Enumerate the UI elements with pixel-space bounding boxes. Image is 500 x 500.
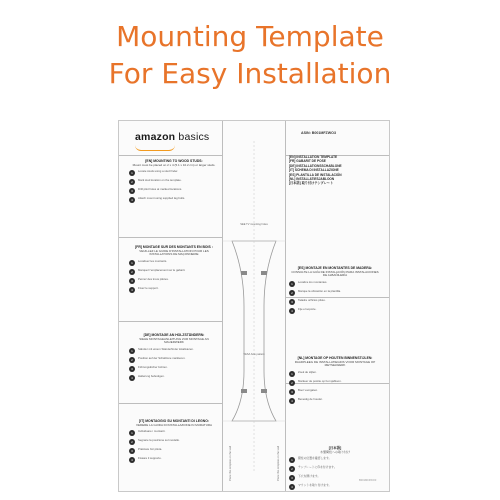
instruction-step [289,308,381,314]
product-code: ASIN: B001MFZWO3 [301,131,336,135]
section-title: [FR] MONTAGE SUR DES MONTANTS EN BOIS : [135,245,213,249]
instruction-step [289,457,381,463]
bracket-outline-icon [222,121,286,492]
instruction-step [289,371,381,377]
instruction-section [129,159,219,241]
instruction-step [289,389,381,395]
step-number-badge: 4 [129,197,135,203]
instruction-step [129,269,219,275]
step-number-badge: 4 [129,457,135,463]
step-number-badge: 3 [129,278,135,284]
brand-logo [135,131,209,143]
step-text: 間柱の位置を確認します。 [298,456,332,461]
instruction-step [129,439,219,445]
section-subtitle: Mount must be placed on 2 x 4 (5.1 x 10.2 cm) or larger studs. [132,162,216,167]
step-text: Fixez le support. [138,285,159,290]
step-number-badge: 3 [289,299,295,305]
vertical-note: Place this template on the wall [229,445,232,481]
step-number-badge: 4 [289,398,295,404]
instruction-section [129,419,219,492]
step-number-badge: 1 [289,371,295,377]
step-text: 下穴を開けます。 [298,474,321,479]
step-text: Marque la ubicación en la plantilla. [298,288,341,293]
step-number-badge: 2 [129,269,135,275]
step-number-badge: 3 [129,448,135,454]
template-title: [FR] GABARIT DE POSE [289,159,326,164]
step-number-badge: 1 [289,457,295,463]
step-number-badge: 3 [129,366,135,372]
step-text: Fije el soporte. [298,306,317,311]
instruction-step [129,278,219,284]
step-number-badge: 3 [129,188,135,194]
step-number-badge: 4 [129,287,135,293]
instruction-section [289,266,381,352]
vertical-note: Place this template on the wall [277,445,280,481]
instruction-step [129,366,219,372]
template-title: [IT] SCHEMA DI INSTALLAZIONE [289,168,339,173]
headline-line-2: For Easy Installation [108,57,392,90]
instruction-step [289,299,381,305]
step-text: テンプレートに印を付けます。 [298,465,337,470]
step-number-badge: 2 [129,179,135,185]
section-subtitle: RAADPLEEG DE INSTALLATIEGIDS VOOR MONTAGE OP METSELWERK [294,359,376,368]
headline [0,18,500,92]
section-title: [日本語] [328,445,342,450]
template-title: [NL] INSTALLATIESJABLOON [289,177,335,182]
center-note-bottom: VESA hole pattern [243,353,265,356]
step-text: Percez des trous pilotes. [138,276,169,281]
step-text: Boor voorgaten. [298,387,318,392]
step-text: Mark stud location on the template. [138,178,182,183]
instruction-step [289,290,381,296]
step-text: Markeer de positie op het sjabloon. [298,378,342,383]
step-number-badge: 3 [289,475,295,481]
instruction-section [289,446,381,492]
step-text: Fissare il supporto. [138,456,162,461]
template-title: [ES] PLANTILLA DE INSTALACIÓN [289,172,342,177]
step-text: Marquez l'emplacement sur le gabarit. [138,267,186,272]
instruction-step [289,281,381,287]
step-number-badge: 4 [289,308,295,314]
step-text: Localisez les montants. [138,258,168,263]
step-text: Führungslöcher bohren. [138,364,168,369]
step-text: Localice los montantes. [298,279,328,284]
step-number-badge: 2 [129,357,135,363]
section-subtitle: VEUILLEZ LE GUIDE D'INSTALLATION POUR LES INSTALLATIONS DE MAÇONNERIE [139,248,209,257]
instruction-step [129,287,219,293]
right-column [289,155,381,492]
brand-smile-icon [135,145,175,151]
template-title: [EN] INSTALLATION TEMPLATE [289,155,338,159]
instruction-step [129,448,219,454]
instruction-section [129,245,219,329]
template-title: [日本語] 取り付けテンプレート [289,181,334,186]
instruction-step [289,484,381,490]
instruction-step [129,197,219,203]
section-subtitle: VEDERE LA GUIDA DI INSTALLAZIONE IN MURATURA [135,422,213,427]
step-text: Locate studs using a stud finder. [138,169,179,174]
step-text: Ständer mit einem Ständerfinder lokalisieren. [138,346,194,351]
step-number-badge: 4 [129,375,135,381]
instruction-step [129,260,219,266]
instruction-section [289,356,381,442]
instruction-step [129,357,219,363]
brand-regular: basics [178,131,210,143]
instruction-step [129,170,219,176]
instruction-step [129,375,219,381]
template-title-list [289,155,381,186]
step-text: Attach mount using supplied lag bolts. [138,196,186,201]
instruction-step [289,466,381,472]
step-text: Bevestig de houder. [298,396,323,401]
step-number-badge: 2 [129,439,135,445]
step-text: Halterung befestigen. [138,373,165,378]
step-number-badge: 1 [129,348,135,354]
section-title: [NL] MONTAGE OP HOUTEN BINNENSTIJLEN: [297,355,373,360]
instruction-section [129,333,219,415]
center-note-top: SEE TV mounting holes [240,223,268,226]
step-number-badge: 4 [289,484,295,490]
step-number-badge: 2 [289,290,295,296]
step-text: Taladre orificios piloto. [298,297,326,302]
mounting-template-sheet [118,120,390,492]
step-text: Praticare fori pilota. [138,447,163,452]
step-number-badge: 1 [129,170,135,176]
step-number-badge: 2 [289,466,295,472]
instruction-step [129,179,219,185]
section-title: [DE] MONTAGE AN HOLZSTÄNDERN: [143,333,205,337]
section-title: [EN] MOUNTING TO WOOD STUDS: [145,159,203,163]
section-subtitle: CONSULTE LA GUÍA DE INSTALACIÓN PARA INSTALACIONES DE ALBAÑILERÍA [291,269,379,278]
template-title: [DE] INSTALLATIONSSCHABLONE [289,163,342,168]
section-subtitle: SIEHE MONTAGEANLEITUNG ZUR MONTAGE AN MAUERWERK [139,336,209,345]
instruction-step [129,188,219,194]
step-text: Drill pilot holes at marked locations. [138,187,182,192]
step-number-badge: 1 [129,260,135,266]
step-number-badge: 1 [129,430,135,436]
step-number-badge: 2 [289,380,295,386]
instruction-step [129,348,219,354]
headline-line-1: Mounting Template [116,20,384,53]
brand-bold: amazon [135,131,176,143]
template-center-strip [222,121,286,491]
instruction-step [289,398,381,404]
instruction-step [129,430,219,436]
step-text: マウントを取り付けます。 [298,483,332,488]
section-subtitle: 木製間柱への取り付け [319,449,350,454]
step-number-badge: 3 [289,389,295,395]
section-title: [ES] MONTAJE EN MONTANTES DE MADERA: [297,265,373,270]
page-mark: B001MFZWO3 [359,479,377,482]
step-text: Zoek de stijlen. [298,369,317,374]
step-text: Segnare la posizione sul modello. [138,438,180,443]
step-text: Position auf der Schablone markieren. [138,355,186,360]
instruction-step [129,457,219,463]
step-number-badge: 1 [289,281,295,287]
instruction-step [289,380,381,386]
section-title: [IT] MONTAGGIO SU MONTANTI DI LEGNO: [139,419,209,423]
left-column [129,155,219,492]
step-text: Individuare i montanti. [138,429,166,434]
